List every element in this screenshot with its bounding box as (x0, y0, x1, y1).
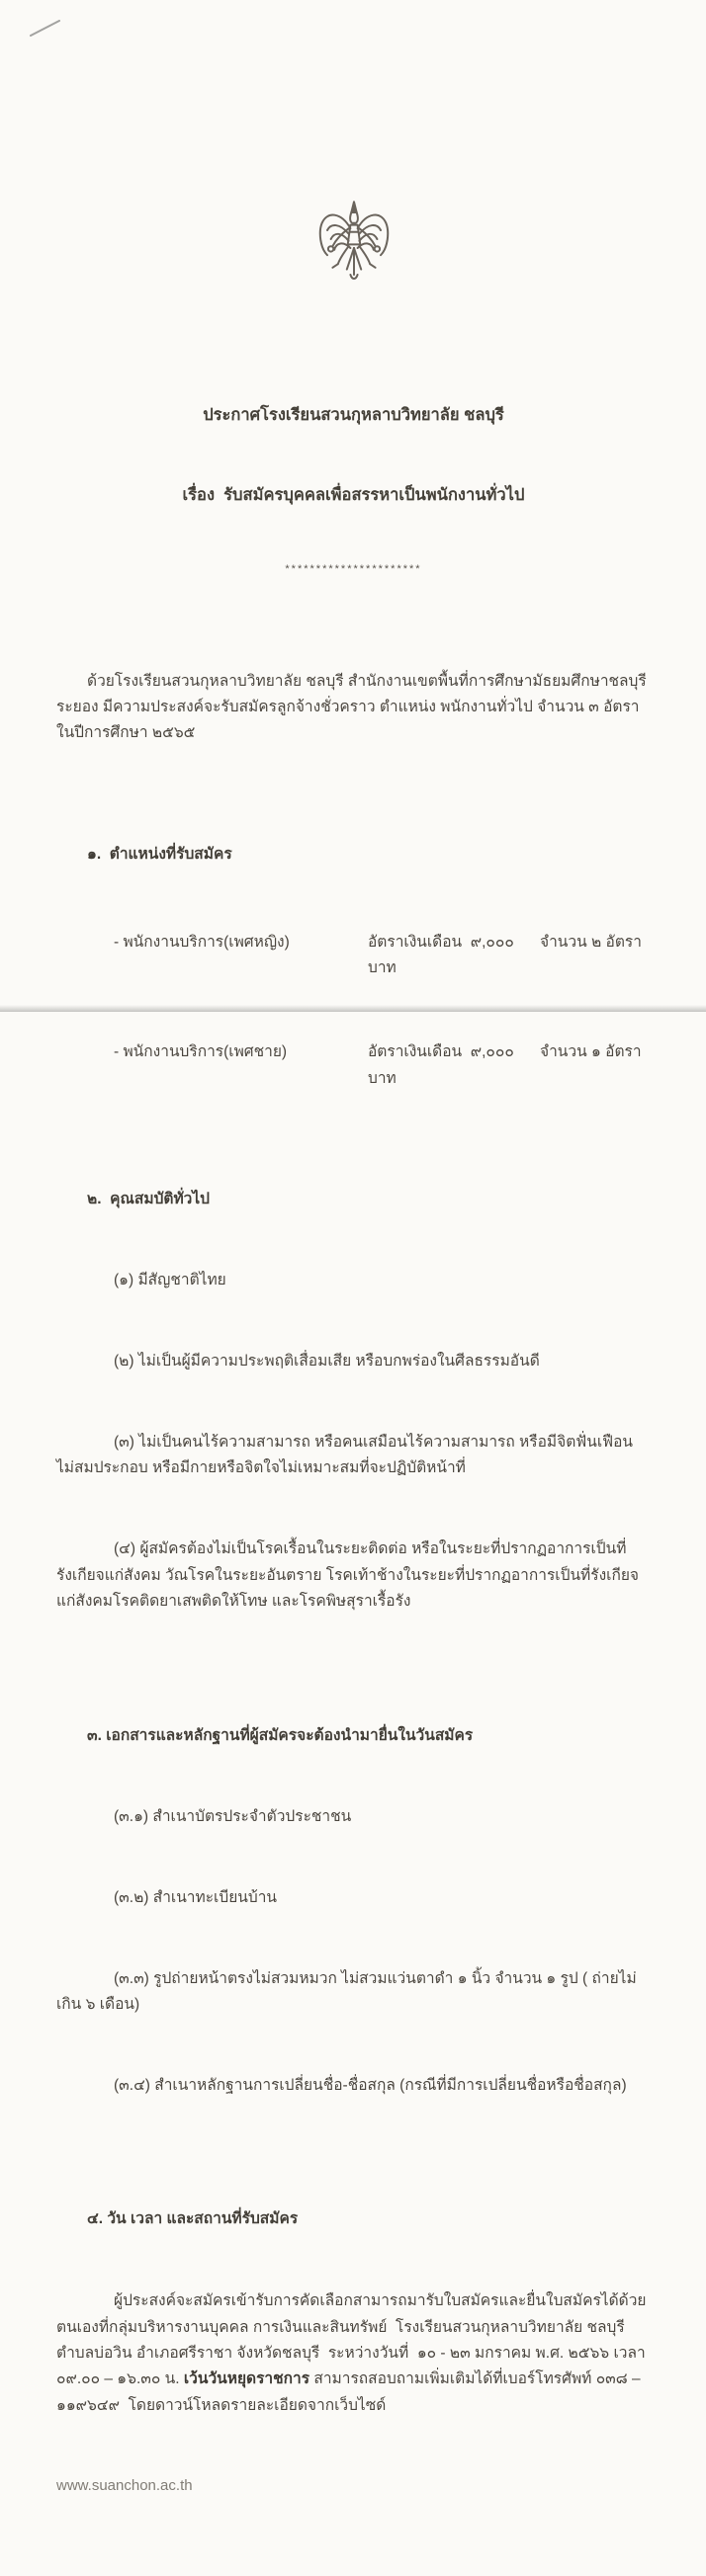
position-row-male (114, 1039, 651, 1092)
position-salary: อัตราเงินเดือน ๙,๐๐๐ บาท (368, 1043, 523, 1087)
divider-asterisks: ********************** (285, 562, 422, 575)
application-details: ผู้ประสงค์จะสมัครเข้ารับการคัดเลือกสามารถมารับใบสมัครและยื่นใบสมัครได้ด้วยตนเองที่กลุ่มบริหารงานบุคคล การเงินและสินทรัพย์ โรงเรียนสวนกุหลาบวิทยาลัย ชลบุรี ตำบลบ่อวิน อำเภอศรีราชา จังหวัดชลบุรี ระหว่างวันที่ ๑๐ - ๒๓ มกราคม พ.ศ. ๒๕๖๖ เวลา ๐๙.๐๐ – ๑๖.๓๐ น. (56, 2292, 650, 2388)
document-item-4: (๓.๔) สำเนาหลักฐานการเปลี่ยนชื่อ-ชื่อสกุล (กรณีที่มีการเปลี่ยนชื่อหรือชื่อสกุล) (114, 2076, 627, 2094)
emblem-container (56, 130, 651, 307)
section-3-heading: ๓. เอกสารและหลักฐานที่ผู้สมัครจะต้องนำมายื่นในวันสมัคร (87, 1726, 474, 1744)
announcement-title: ประกาศโรงเรียนสวนกุหลาบวิทยาลัย ชลบุรี (203, 406, 504, 425)
contact-details: สามารถสอบถามเพิ่มเติมได้ที่เบอร์โทรศัพท์ ๐๓๘ – ๑๑๙๖๔๙ โดยดาวน์โหลดรายละเอียดจากเว็บไซด์ (56, 2370, 645, 2414)
position-salary: อัตราเงินเดือน ๙,๐๐๐ บาท (368, 933, 523, 977)
qualification-item-4: (๔) ผู้สมัครต้องไม่เป็นโรคเรื้อนในระยะติดต่อ หรือในระยะที่ปรากฏอาการเป็นที่รังเกียจแก่สังคม วัณโรคในระยะอันตราย โรคเท้าช้างในระยะที่ปรากฏอาการเป็นที่รังเกียจแก่สังคมโรคติดยาเสพติดให้โทษ และโรคพิษสุราเรื้อรัง (56, 1540, 639, 1611)
scan-shadow (0, 1005, 706, 1012)
position-name: - พนักงานบริการ(เพศหญิง) (114, 933, 290, 951)
section-4-heading: ๔. วัน เวลา และสถานที่รับสมัคร (87, 2210, 299, 2228)
announcement-subject: เรื่อง รับสมัครบุคคลเพื่อสรรหาเป็นพนักงานทั่วไป (182, 485, 525, 504)
garuda-emblem-icon (309, 198, 398, 298)
position-row-female (114, 930, 651, 982)
document-item-1: (๓.๑) สำเนาบัตรประจำตัวประชาชน (114, 1807, 352, 1825)
pen-mark (28, 16, 65, 40)
position-name: - พนักงานบริการ(เพศชาย) (114, 1043, 288, 1061)
section-1-heading: ๑. ตำแหน่งที่รับสมัคร (87, 845, 232, 863)
qualification-item-2: (๒) ไม่เป็นผู้มีความประพฤติเสื่อมเสีย หรือบกพร่องในศีลธรรมอันดี (114, 1353, 540, 1371)
qualification-item-1: (๑) มีสัญชาติไทย (114, 1272, 226, 1288)
website-url: www.suanchon.ac.th (56, 2476, 193, 2494)
position-quantity: จำนวน ๒ อัตรา (540, 933, 642, 951)
qualification-item-3: (๓) ไม่เป็นคนไร้ความสามารถ หรือคนเสมือนไร้ความสามารถ หรือมีจิตฟั่นเฟือนไม่สมประกอบ หรือมีกายหรือจิตใจไม่เหมาะสมที่จะปฏิบัติหน้าที่ (56, 1434, 634, 1477)
section-2-heading: ๒. คุณสมบัติทั่วไป (87, 1190, 211, 1207)
document-item-2: (๓.๒) สำเนาทะเบียนบ้าน (114, 1888, 278, 1906)
document-item-3: (๓.๓) รูปถ่ายหน้าตรงไม่สวมหมวก ไม่สวมแว่นตาดำ ๑ นิ้ว จำนวน ๑ รูป ( ถ่ายไม่เกิน ๖ เดือน) (56, 1969, 637, 2013)
holiday-exception-text: เว้นวันหยุดราชการ (183, 2370, 310, 2388)
application-paragraph (56, 2288, 651, 2419)
intro-paragraph: ด้วยโรงเรียนสวนกุหลาบวิทยาลัย ชลบุรี สำนักงานเขตพื้นที่การศึกษามัธยมศึกษาชลบุรี ระยอง มีความประสงค์จะรับสมัครลูกจ้างชั่วคราว ตำแหน่ง พนักงานทั่วไป จำนวน ๓ อัตรา ในปีการศึกษา ๒๕๖๕ (56, 672, 652, 742)
position-quantity: จำนวน ๑ อัตรา (540, 1043, 642, 1061)
